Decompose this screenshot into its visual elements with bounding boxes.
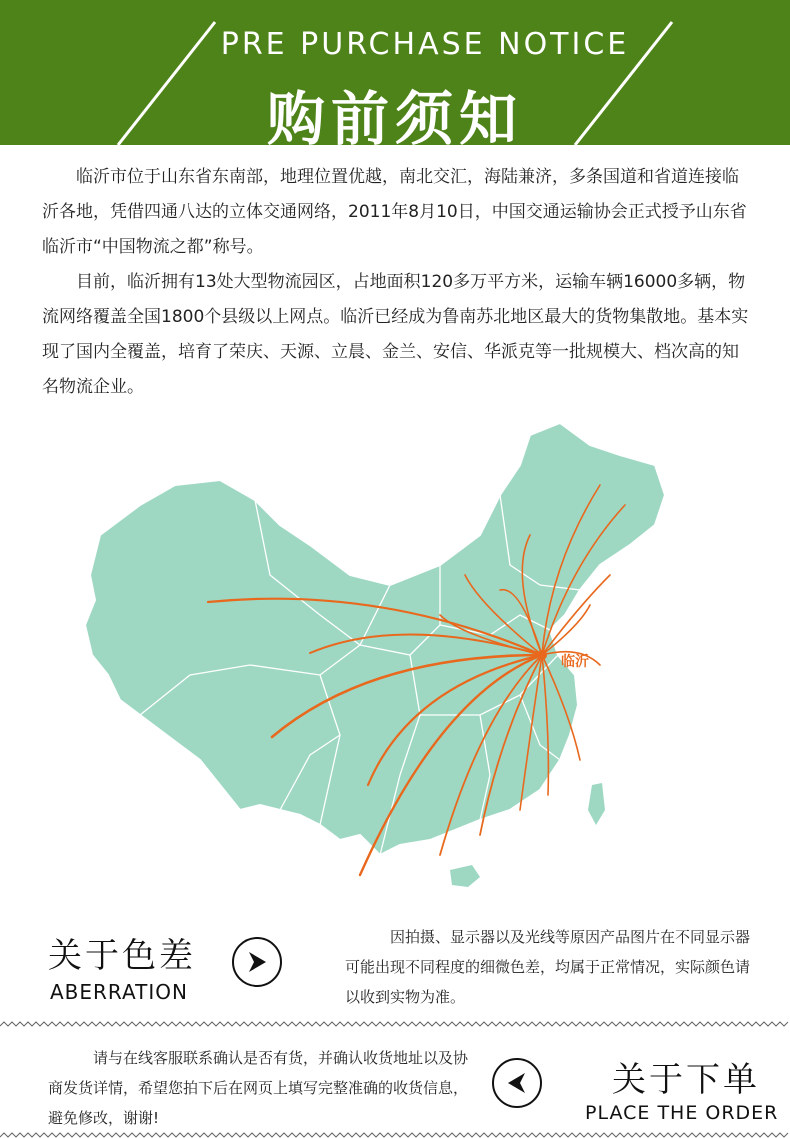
header-title-cn: 购前须知 <box>266 85 523 153</box>
hainan-island <box>450 865 480 887</box>
map-graphic <box>80 415 720 890</box>
order-arrow-button[interactable] <box>492 1058 542 1108</box>
intro-paragraph-1: 临沂市位于山东省东南部，地理位置优越，南北交汇，海陆兼济，多条国道和省道连接临沂各地，凭借四通八达的立体交通网络，2011年8月10日，中国交通运输协会正式授予山东省临沂市“中国物流之都”称号。 <box>42 167 747 257</box>
aberration-text: 因拍摄、显示器以及光线等原因产品图片在不同显示器可能出现不同程度的细微色差，均属于正常情况，实际颜色请以收到实物为准。 <box>345 928 751 1006</box>
intro-section <box>42 160 752 405</box>
bottom-zigzag <box>0 1131 790 1139</box>
map-city-label: 临沂 <box>561 654 589 670</box>
arrow-right-icon <box>244 949 270 975</box>
taiwan-island <box>588 783 605 825</box>
order-subtitle: PLACE THE ORDER <box>585 1102 779 1124</box>
intro-paragraph-2: 目前，临沂拥有13处大型物流园区，占地面积120多万平方米，运输车辆16000多辆，物流网络覆盖全国1800个县级以上网点。临沂已经成为鲁南苏北地区最大的货物集散地。基本实现了国内全覆盖，培育了荣庆、天源、立晨、金兰、安信、华派克等一批规模大、档次高的知名物流企业。 <box>42 272 749 397</box>
linyi-marker <box>537 650 547 660</box>
arrow-left-icon <box>504 1070 530 1096</box>
china-logistics-map <box>80 415 720 890</box>
header-title-en: PRE PURCHASE NOTICE <box>220 27 630 62</box>
header-banner <box>0 0 790 153</box>
order-title: 关于下单 <box>612 1060 760 1100</box>
zigzag-divider <box>0 1020 790 1028</box>
aberration-title: 关于色差 <box>48 936 196 976</box>
aberration-arrow-button[interactable] <box>232 937 282 987</box>
order-text-block <box>48 1043 468 1133</box>
aberration-subtitle: ABERRATION <box>50 980 188 1004</box>
china-landmass <box>85 423 665 855</box>
order-text: 请与在线客服联系确认是否有货，并确认收货地址以及协商发货详情，希望您拍下后在网页上填写完整准确的收货信息，避免修改，谢谢! <box>48 1049 469 1127</box>
aberration-text-block <box>345 922 760 1012</box>
